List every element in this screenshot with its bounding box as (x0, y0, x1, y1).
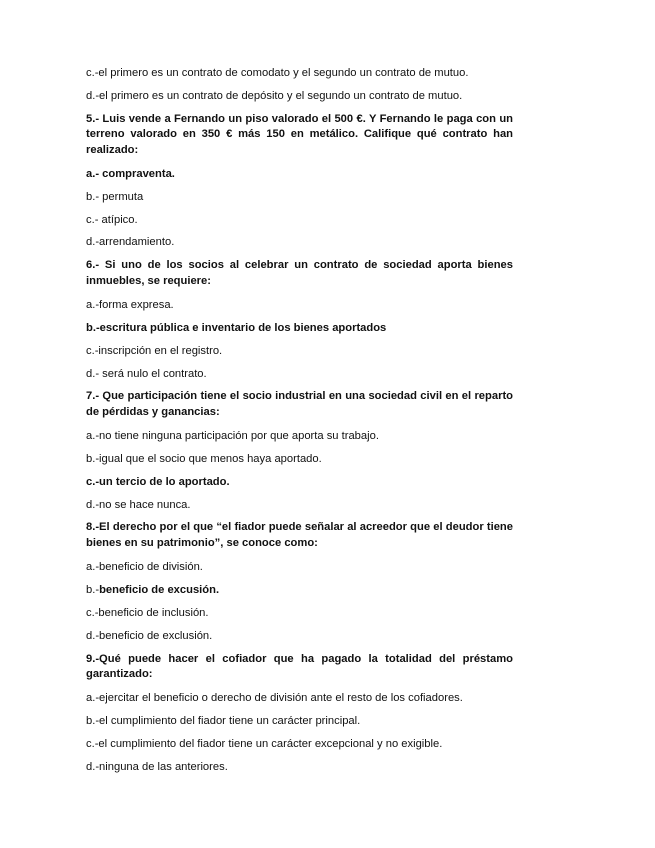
q7-option-a: a.-no tiene ninguna participación por que aporta su trabajo. (86, 429, 379, 442)
q8-option-d: d.-beneficio de exclusión. (86, 629, 213, 642)
q8-option-c: c.-beneficio de inclusión. (86, 606, 209, 619)
q7-option-c: c.-un tercio de lo aportado. (86, 475, 230, 488)
q5-option-d: d.-arrendamiento. (86, 236, 175, 249)
q6-option-d: d.- será nulo el contrato. (86, 367, 207, 380)
option-d-carry: d.-el primero es un contrato de depósito y el segundo un contrato de mutuo. (86, 89, 463, 102)
q5-option-b: b.- permuta (86, 190, 144, 203)
q6-option-b: b.-escritura pública e inventario de los bienes aportados (86, 321, 387, 334)
q9-option-d: d.-ninguna de las anteriores. (86, 760, 228, 773)
q8-option-b-prefix: b.- (86, 583, 100, 596)
document-page (86, 66, 513, 783)
q8-option-b (86, 583, 513, 598)
q5-option-c: c.- atípico. (86, 213, 138, 226)
q8-option-a: a.-beneficio de división. (86, 560, 203, 573)
q7-option-d: d.-no se hace nunca. (86, 498, 191, 511)
q8-option-b-text: beneficio de excusión. (99, 583, 220, 596)
q9-option-b: b.-el cumplimiento del fiador tiene un carácter principal. (86, 714, 361, 727)
q7-option-b: b.-igual que el socio que menos haya aportado. (86, 452, 322, 465)
question-6: 6.- Si uno de los socios al celebrar un contrato de sociedad aporta bienes inmuebles, se requiere: (86, 259, 513, 287)
option-c-carry: c.-el primero es un contrato de comodato y el segundo un contrato de mutuo. (86, 67, 469, 79)
question-5: 5.- Luis vende a Fernando un piso valorado el 500 €. Y Fernando le paga con un terreno valorado en 350 € más 150 en metálico. Califique qué contrato han realizado: (86, 112, 513, 156)
q6-option-c: c.-inscripción en el registro. (86, 344, 223, 357)
q5-option-a: a.- compraventa. (86, 167, 175, 180)
q6-option-a: a.-forma expresa. (86, 298, 174, 311)
q9-option-a: a.-ejercitar el beneficio o derecho de división ante el resto de los cofiadores. (86, 692, 463, 705)
question-7: 7.- Que participación tiene el socio industrial en una sociedad civil en el reparto de pérdidas y ganancias: (86, 390, 513, 418)
question-9: 9.-Qué puede hacer el cofiador que ha pagado la totalidad del préstamo garantizado: (86, 652, 513, 681)
q9-option-c: c.-el cumplimiento del fiador tiene un carácter excepcional y no exigible. (86, 737, 443, 750)
question-8: 8.-El derecho por el que “el fiador puede señalar al acreedor que el deudor tiene bienes en su patrimonio”, se conoce como: (86, 521, 513, 549)
